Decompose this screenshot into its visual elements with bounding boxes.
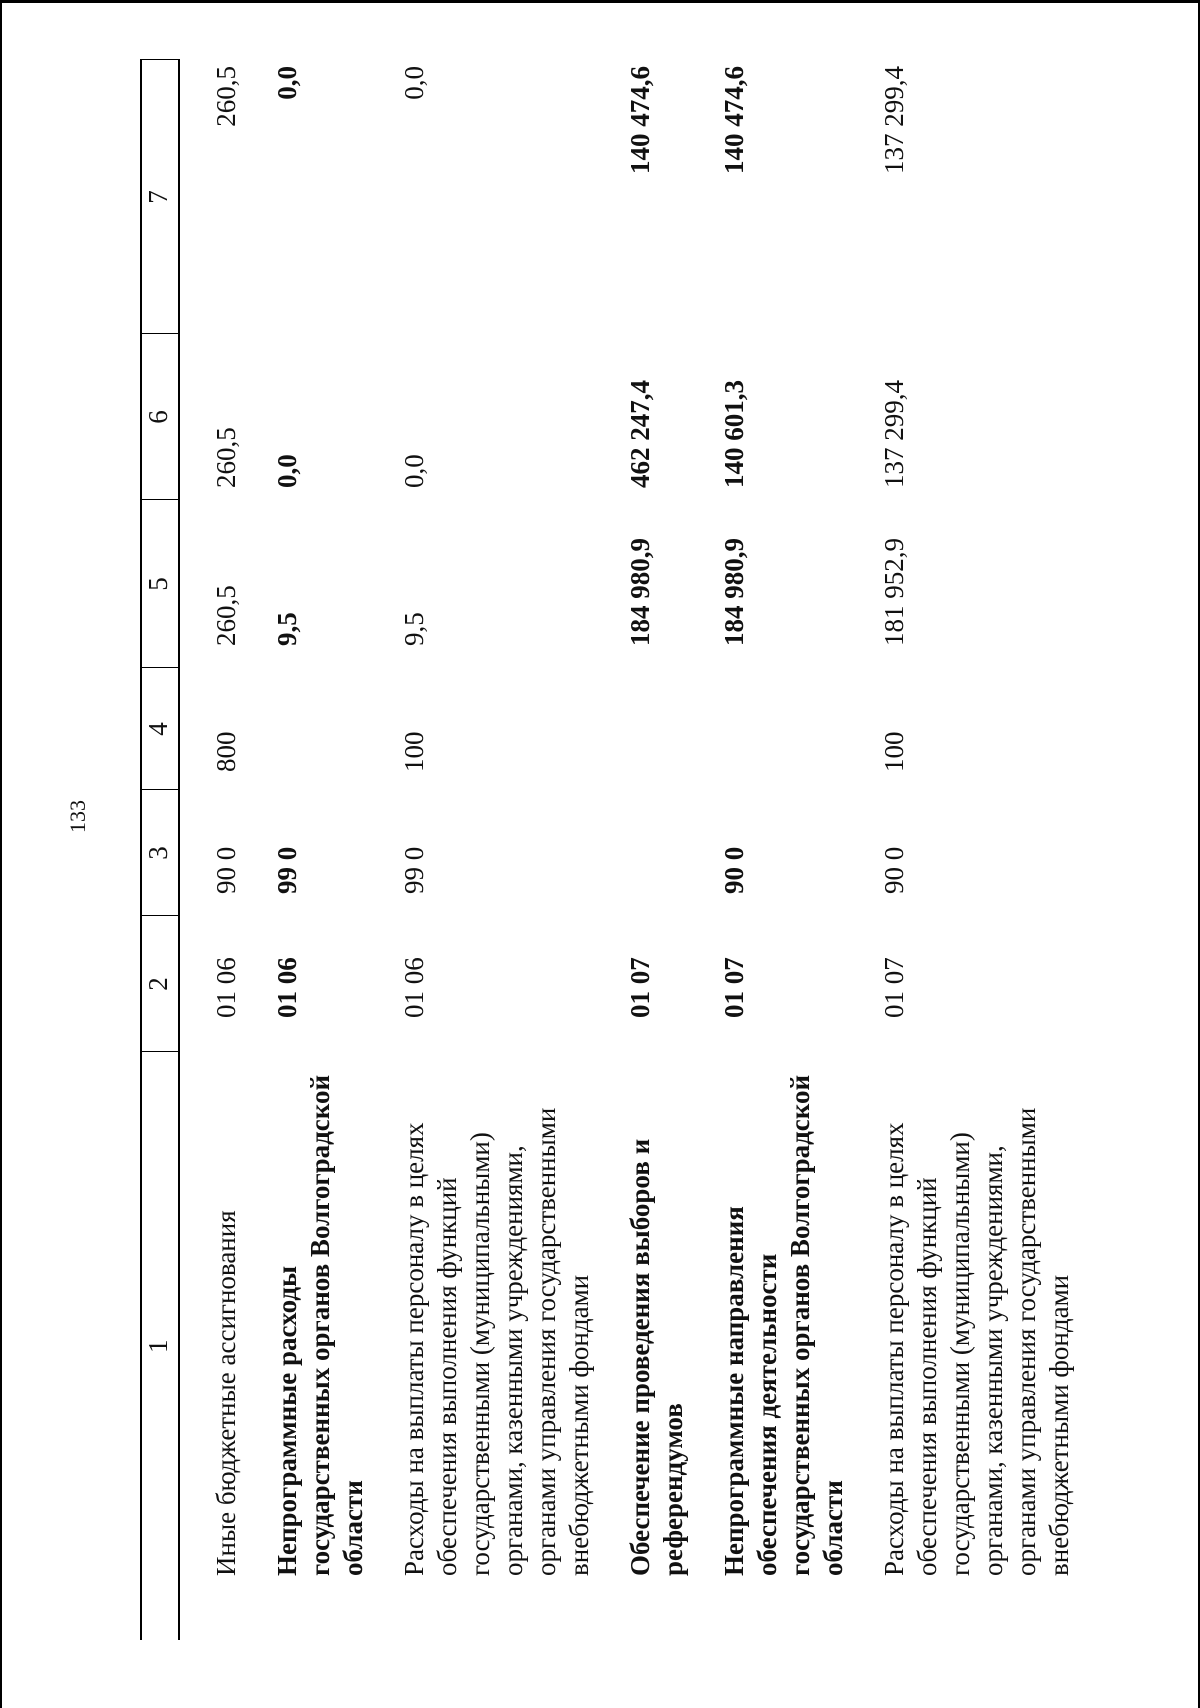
row-target [596,790,690,916]
row-value-5: 184 980,9 [625,538,655,646]
row-target: 99 0 [399,846,429,894]
table-row [690,60,850,1640]
column-header-5: 5 [141,500,179,668]
table-row [370,60,596,1640]
row-section: 01 06 [272,957,302,1018]
column-header-4: 4 [141,668,179,790]
row-section: 01 06 [399,957,429,1018]
row-value-5: 181 952,9 [879,538,909,646]
row-value-7: 137 299,4 [879,66,909,174]
row-target: 99 0 [272,846,302,894]
row-target: 90 0 [879,846,909,894]
row-value-5: 9,5 [399,612,429,646]
budget-table [140,60,1076,1641]
row-value-7: 140 474,6 [625,66,655,174]
row-section: 01 07 [625,957,655,1018]
row-section: 01 06 [211,957,241,1018]
row-type: 800 [211,731,241,772]
row-target: 90 0 [719,846,749,894]
row-value-6: 0,0 [399,454,429,488]
row-name: Расходы на выплаты персоналу в целях обеспечения выполнения функций государственными (муниципальными) органами, казенными учреждениями, органами управления государственными внебюджетными фондами [399,1107,594,1576]
row-value-7: 140 474,6 [719,66,749,174]
table-header-row [141,60,179,1640]
row-value-7: 0,0 [399,66,429,100]
row-value-6: 462 247,4 [625,380,655,488]
row-type: 100 [399,731,429,772]
row-target: 90 0 [211,846,241,894]
row-value-6: 0,0 [272,454,302,488]
table-row [596,60,690,1640]
row-value-5: 184 980,9 [719,538,749,646]
row-name: Непрограммные направления обеспечения деятельности государственных органов Волгоградской области [719,1074,848,1576]
column-header-2: 2 [141,916,179,1052]
row-name: Иные бюджетные ассигнования [211,1210,241,1576]
column-header-7: 7 [141,60,179,334]
table-row [243,60,370,1640]
row-section: 01 07 [879,957,909,1018]
row-type: 100 [879,731,909,772]
row-name: Расходы на выплаты персоналу в целях обеспечения выполнения функций государственными (муниципальными) органами, казенными учреждениями, органами управления государственными внебюджетными фондами [879,1107,1074,1576]
row-type [690,668,850,790]
row-value-5: 9,5 [272,612,302,646]
row-value-6: 140 601,3 [719,380,749,488]
row-value-6: 260,5 [211,427,241,488]
row-type [243,668,370,790]
row-name: Непрограммные расходы государственных органов Волгоградской области [272,1074,368,1576]
column-header-6: 6 [141,334,179,500]
row-name: Обеспечение проведения выборов и референдумов [625,1138,688,1576]
table-row [850,60,1076,1640]
rotated-table-container [140,60,1170,1640]
row-type [596,668,690,790]
row-value-6: 137 299,4 [879,380,909,488]
row-value-5: 260,5 [211,585,241,646]
row-section: 01 07 [719,957,749,1018]
table-row [179,60,243,1640]
row-value-7: 0,0 [272,66,302,100]
column-header-3: 3 [141,790,179,916]
column-header-1: 1 [141,1052,179,1640]
row-value-7: 260,5 [211,66,241,127]
